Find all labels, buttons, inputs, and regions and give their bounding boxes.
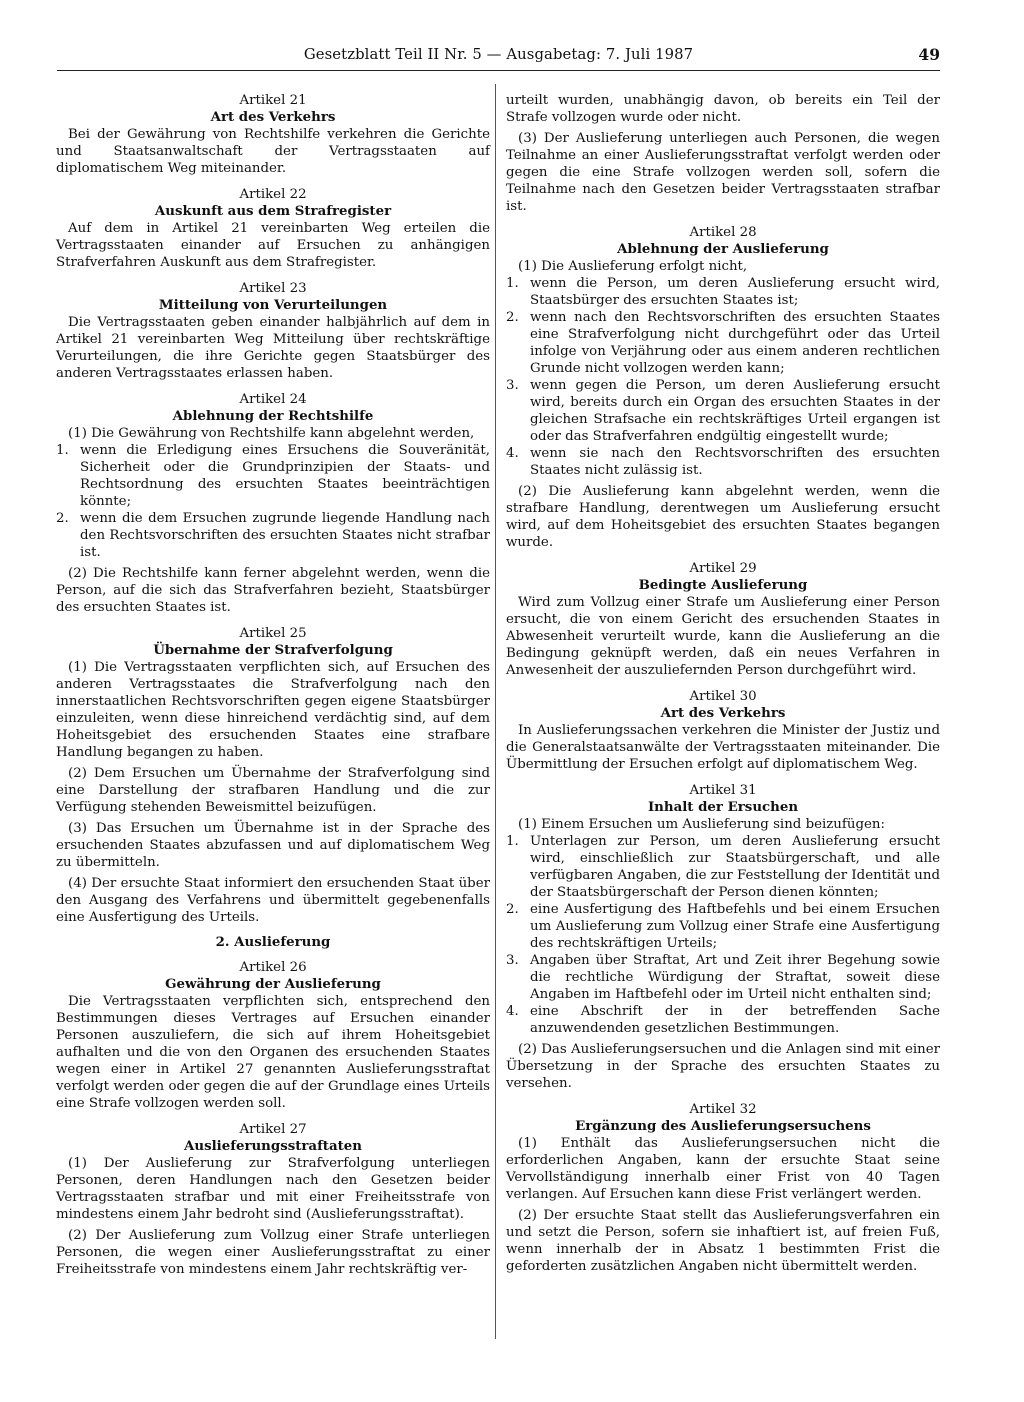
article-27: [56, 1121, 490, 1278]
article-title: Ablehnung der Auslieferung: [617, 241, 829, 257]
article-28: [506, 224, 940, 551]
paragraph: (2) Dem Ersuchen um Übernahme der Strafverfolgung sind eine Darstellung der strafbaren Handlung und die zur Verfügung stehenden Beweismittel beizufügen.: [56, 766, 490, 815]
list-text: wenn die dem Ersuchen zugrunde liegende Handlung nach den Rechtsvorschriften des ersuchten Staates nicht strafbar ist.: [80, 511, 490, 560]
article-heading: Artikel 24: [239, 392, 307, 407]
article-title: Art des Verkehrs: [660, 705, 786, 721]
paragraph-continued: urteilt wurden, unabhängig davon, ob bereits ein Teil der Strafe vollzogen wurde oder nicht.: [506, 93, 940, 125]
article-heading: Artikel 26: [239, 960, 307, 975]
list-item: [506, 275, 940, 309]
paragraph: Die Vertragsstaaten geben einander halbjährlich auf dem in Artikel 21 vereinbarten Weg Mitteilung über rechtskräftige Verurteilungen, die ihre Gerichte gegen Staatsbürger des anderen Vertragsstaates erlassen haben.: [56, 315, 490, 381]
header-title: Gesetzblatt Teil II Nr. 5 — Ausgabetag: 7. Juli 1987: [303, 46, 694, 63]
paragraph: Auf dem in Artikel 21 vereinbarten Weg erteilen die Vertragsstaaten einander auf Ersuchen zu anhängigen Strafverfahren Auskunft aus dem Strafregister.: [56, 221, 490, 270]
article-26: [56, 959, 490, 1112]
article-heading: Artikel 22: [239, 187, 307, 202]
list-number: 2.: [506, 902, 519, 917]
article-title: Inhalt der Ersuchen: [647, 799, 799, 815]
paragraph: (2) Die Rechtshilfe kann ferner abgelehnt werden, wenn die Person, auf die sich das Strafverfahren bezieht, Staatsbürger des ersuchten Staates ist.: [56, 566, 490, 615]
section-heading: 2. Auslieferung: [215, 934, 331, 950]
list-text: eine Ausfertigung des Haftbefehls und bei einem Ersuchen um Auslieferung zum Vollzug einer Strafe eine Ausfertigung des rechtskräftigen Urteils;: [530, 902, 940, 951]
article-title: Ablehnung der Rechtshilfe: [172, 408, 374, 424]
list-text: wenn sie nach den Rechtsvorschriften des ersuchten Staates nicht zulässig ist.: [530, 446, 940, 478]
paragraph: (1) Die Gewährung von Rechtshilfe kann abgelehnt werden,: [68, 426, 475, 441]
article-title: Übernahme der Strafverfolgung: [153, 642, 393, 658]
column-divider: [495, 84, 496, 1339]
article-heading: Artikel 27: [239, 1122, 307, 1137]
left-column: [56, 92, 490, 1278]
article-24: [56, 391, 490, 616]
paragraph: Bei der Gewährung von Rechtshilfe verkehren die Gerichte und Staatsanwaltschaft der Vertragsstaaten auf diplomatischem Weg miteinander.: [56, 127, 490, 176]
paragraph: (4) Der ersuchte Staat informiert den ersuchenden Staat über den Ausgang des Verfahrens und übermittelt gegebenenfalls eine Ausfertigung des Urteils.: [56, 876, 490, 925]
paragraph: (1) Die Vertragsstaaten verpflichten sich, auf Ersuchen des anderen Vertragsstaates die Strafverfolgung nach den innerstaatlichen Rechtsvorschriften gegen eigene Staatsbürger einzuleiten, wenn diese hinreichend verdächtig sind, auf dem Hoheitsgebiet des ersuchenden Staates eine strafbare Handlung begangen zu haben.: [56, 660, 490, 760]
list-number: 4.: [506, 1004, 519, 1019]
paragraph: (2) Die Auslieferung kann abgelehnt werden, wenn die strafbare Handlung, derentwegen um Auslieferung ersucht wird, auf dem Hoheitsgebiet des ersuchten Staates begangen wurde.: [506, 484, 940, 550]
paragraph: (3) Das Ersuchen um Übernahme ist in der Sprache des ersuchenden Staates abzufassen und auf diplomatischem Weg zu übermitteln.: [56, 821, 490, 870]
paragraph: Wird zum Vollzug einer Strafe um Auslieferung einer Person ersucht, die von einem Gericht des ersuchenden Staates in Abwesenheit verurteilt wurde, kann die Auslieferung an die Bedingung geknüpft werden, daß ein neues Verfahren in Anwesenheit der auszuliefernden Person durchgeführt wird.: [506, 595, 940, 678]
page-header: [57, 46, 940, 71]
list-text: wenn nach den Rechtsvorschriften des ersuchten Staates eine Strafverfolgung nicht durchgeführt oder das Urteil infolge von Verjährung oder aus einem anderen rechtlichen Grunde nicht vollzogen werden kann;: [530, 310, 940, 376]
list-text: wenn gegen die Person, um deren Auslieferung ersucht wird, bereits durch ein Organ des ersuchten Staates in der gleichen Strafsache ein rechtskräftiges Urteil ergangen ist oder das Strafverfahren endgültig eingestellt wurde;: [530, 378, 940, 444]
article-title: Auskunft aus dem Strafregister: [154, 203, 392, 219]
list-number: 4.: [506, 446, 519, 461]
list-item: [506, 377, 940, 445]
article-32: [506, 1101, 940, 1275]
article-heading: Artikel 28: [689, 225, 757, 240]
page-number: 49: [918, 45, 940, 64]
article-heading: Artikel 30: [689, 689, 757, 704]
article-heading: Artikel 23: [239, 281, 307, 296]
list-number: 1.: [506, 834, 519, 849]
article-29: [506, 560, 940, 679]
paragraph: (2) Der ersuchte Staat stellt das Auslieferungsverfahren ein und setzt die Person, sofern sie inhaftiert ist, auf freien Fuß, wenn innerhalb der in Absatz 1 bestimmten Frist die geforderten zusätzlichen Angaben nicht übermittelt werden.: [506, 1208, 940, 1274]
list-item: [56, 442, 490, 510]
list-number: 2.: [506, 310, 519, 325]
paragraph: (1) Enthält das Auslieferungsersuchen nicht die erforderlichen Angaben, kann der ersuchte Staat seine Vervollständigung innerhalb einer Frist von 40 Tagen verlangen. Auf Ersuchen kann diese Frist verlängert werden.: [506, 1136, 940, 1202]
paragraph: (2) Das Auslieferungsersuchen und die Anlagen sind mit einer Übersetzung in der Sprache des ersuchten Staates zu versehen.: [506, 1042, 940, 1091]
article-25: [56, 625, 490, 926]
list-item: [56, 510, 490, 561]
article-22: [56, 186, 490, 271]
article-heading: Artikel 32: [689, 1102, 757, 1117]
list-text: eine Abschrift der in der betreffenden Sache anzuwendenden gesetzlichen Bestimmungen.: [530, 1004, 940, 1036]
paragraph: (1) Einem Ersuchen um Auslieferung sind beizufügen:: [518, 817, 885, 832]
list-item: [506, 1003, 940, 1037]
list-item: [506, 309, 940, 377]
list-item: [506, 833, 940, 901]
article-heading: Artikel 29: [689, 561, 757, 576]
list-number: 1.: [56, 443, 69, 458]
list-text: wenn die Erledigung eines Ersuchens die Souveränität, Sicherheit oder die Grundprinzipien der Staats- und Rechtsordnung des ersuchten Staates beeinträchtigen könnte;: [80, 443, 490, 509]
list-item: [506, 952, 940, 1003]
list-item: [506, 445, 940, 479]
list-number: 2.: [56, 511, 69, 526]
paragraph: In Auslieferungssachen verkehren die Minister der Justiz und die Generalstaatsanwälte der Vertragsstaaten miteinander. Die Übermittlung der Ersuchen erfolgt auf diplomatischem Weg.: [506, 723, 940, 772]
article-title: Gewährung der Auslieferung: [165, 976, 381, 992]
paragraph: (1) Die Auslieferung erfolgt nicht,: [518, 259, 748, 274]
list-number: 3.: [506, 953, 519, 968]
paragraph: (2) Der Auslieferung zum Vollzug einer Strafe unterliegen Personen, die wegen einer Auslieferungsstraftat zu einer Freiheitsstrafe von mindestens einem Jahr rechtskräftig ver-: [56, 1228, 490, 1277]
article-title: Art des Verkehrs: [210, 109, 336, 125]
paragraph: (1) Der Auslieferung zur Strafverfolgung unterliegen Personen, deren Handlungen nach den Gesetzen beider Vertragsstaaten strafbar und mit einer Freiheitsstrafe von mindestens einem Jahr bedroht sind (Auslieferungsstraftat).: [56, 1156, 490, 1222]
article-heading: Artikel 31: [689, 783, 757, 798]
right-column: [506, 92, 940, 1275]
article-title: Bedingte Auslieferung: [638, 577, 808, 593]
paragraph: Die Vertragsstaaten verpflichten sich, entsprechend den Bestimmungen dieses Vertrages auf Ersuchen einander Personen auszuliefern, die sich auf ihrem Hoheitsgebiet aufhalten und die von den Organen des ersuchenden Staates wegen einer in Artikel 27 genannten Auslieferungsstraftat verfolgt werden oder gegen die auf der Grundlage eines Urteils eine Strafe vollzogen werden soll.: [56, 994, 490, 1111]
list-number: 3.: [506, 378, 519, 393]
article-23: [56, 280, 490, 382]
article-31: [506, 782, 940, 1092]
list-number: 1.: [506, 276, 519, 291]
article-30: [506, 688, 940, 773]
list-text: Unterlagen zur Person, um deren Auslieferung ersucht wird, einschließlich zur Staatsbürgerschaft, und alle verfügbaren Angaben, die zur Feststellung der Identität und der Staatsbürgerschaft der Person dienen könnten;: [530, 834, 940, 900]
article-heading: Artikel 25: [239, 626, 307, 641]
article-title: Mitteilung von Verurteilungen: [158, 297, 388, 313]
article-heading: Artikel 21: [239, 93, 307, 108]
list-text: Angaben über Straftat, Art und Zeit ihrer Begehung sowie die rechtliche Würdigung der Straftat, soweit diese Angaben im Haftbefehl oder im Urteil nicht enthalten sind;: [530, 953, 940, 1002]
list-text: wenn die Person, um deren Auslieferung ersucht wird, Staatsbürger des ersuchten Staates ist;: [530, 276, 940, 308]
article-21: [56, 92, 490, 177]
paragraph: (3) Der Auslieferung unterliegen auch Personen, die wegen Teilnahme an einer Auslieferungsstraftat verfolgt werden oder gegen die eine Strafe vollzogen werden soll, sofern die Teilnahme nach den Gesetzen beider Vertragsstaaten strafbar ist.: [506, 131, 940, 214]
article-title: Auslieferungsstraftaten: [184, 1138, 362, 1154]
article-title: Ergänzung des Auslieferungsersuchens: [575, 1118, 871, 1134]
list-item: [506, 901, 940, 952]
